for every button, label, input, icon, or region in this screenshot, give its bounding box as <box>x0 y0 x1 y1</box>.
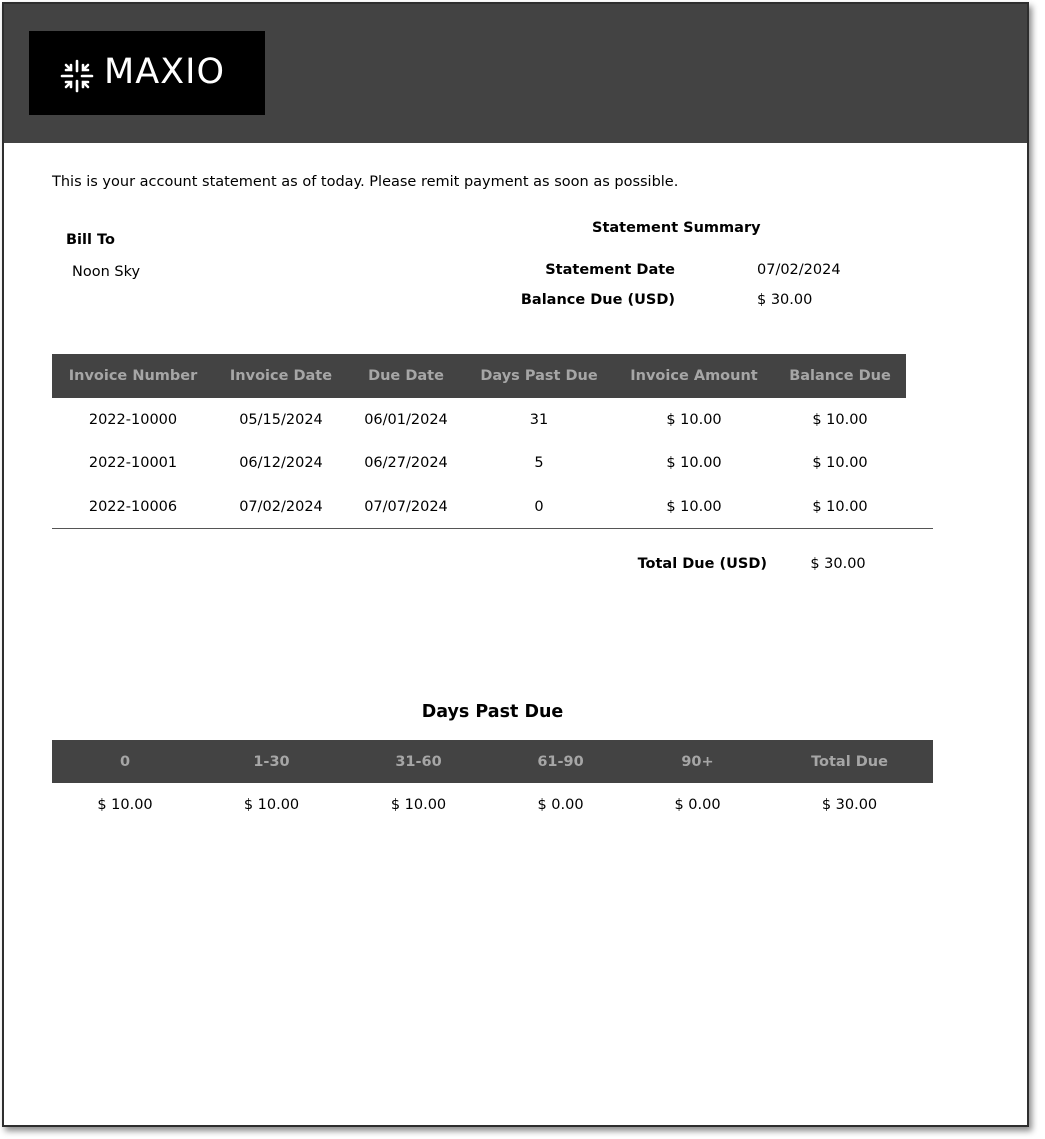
invoice-table <box>52 354 906 529</box>
statement-date-value: 07/02/2024 <box>757 262 841 278</box>
days-past-due-cell: 31 <box>529 411 549 428</box>
table-row <box>52 442 906 486</box>
col-aging-90-plus: 90+ <box>629 740 766 783</box>
aging-table <box>52 740 933 827</box>
logo-wordmark: MAXIO <box>104 52 225 92</box>
invoice-date-cell: 06/12/2024 <box>239 455 323 472</box>
table-divider <box>52 528 933 529</box>
due-date-cell: 06/27/2024 <box>364 455 448 472</box>
invoice-amount-cell: $ 10.00 <box>666 498 722 515</box>
table-row <box>52 485 906 529</box>
col-aging-61-90: 61-90 <box>492 740 629 783</box>
intro-text: This is your account statement as of today. Please remit payment as soon as possible. <box>52 174 679 190</box>
balance-due-cell: $ 10.00 <box>812 498 868 515</box>
bill-to-name: Noon Sky <box>72 264 141 280</box>
aging-table-header <box>52 740 933 783</box>
aging-value-1-30: $ 10.00 <box>243 797 300 813</box>
col-aging-0: 0 <box>52 740 198 783</box>
statement-page <box>2 2 1029 1127</box>
invoice-table-header <box>52 354 906 398</box>
aging-value-31-60: $ 10.00 <box>390 797 447 813</box>
balance-due-cell: $ 10.00 <box>812 411 868 428</box>
col-aging-total-due: Total Due <box>766 740 933 783</box>
aging-value-61-90: $ 0.00 <box>537 797 584 813</box>
aging-value-0: $ 10.00 <box>97 797 153 813</box>
due-date-cell: 06/01/2024 <box>364 411 448 428</box>
days-past-due-cell: 5 <box>534 455 544 472</box>
col-invoice-date: Invoice Date <box>214 354 348 398</box>
due-date-cell: 07/07/2024 <box>364 498 448 515</box>
balance-due-cell: $ 10.00 <box>812 455 868 472</box>
col-days-past-due: Days Past Due <box>464 354 614 398</box>
invoice-number-cell[interactable]: 2022-10006 <box>88 498 178 515</box>
days-past-due-cell: 0 <box>534 498 544 515</box>
col-aging-31-60: 31-60 <box>345 740 492 783</box>
statement-summary-title: Statement Summary <box>592 220 761 236</box>
total-due-label: Total Due (USD) <box>637 556 767 572</box>
invoice-date-cell: 07/02/2024 <box>239 498 323 515</box>
maxio-logo <box>29 31 265 115</box>
col-balance-due: Balance Due <box>774 354 906 398</box>
invoice-number-cell[interactable]: 2022-10000 <box>88 411 178 428</box>
aging-value-total-due: $ 30.00 <box>821 797 878 813</box>
invoice-amount-cell: $ 10.00 <box>666 455 722 472</box>
maxio-asterisk-icon <box>59 58 95 94</box>
aging-title: Days Past Due <box>421 702 564 722</box>
statement-date-label: Statement Date <box>545 262 675 278</box>
balance-due-value: $ 30.00 <box>757 292 813 308</box>
invoice-amount-cell: $ 10.00 <box>666 411 722 428</box>
header-bar <box>4 4 1027 143</box>
col-invoice-number: Invoice Number <box>52 354 214 398</box>
col-aging-1-30: 1-30 <box>198 740 345 783</box>
table-row <box>52 783 933 827</box>
total-due-value: $ 30.00 <box>810 556 866 572</box>
table-row <box>52 398 906 442</box>
col-invoice-amount: Invoice Amount <box>614 354 774 398</box>
bill-to-label: Bill To <box>66 232 115 248</box>
invoice-date-cell: 05/15/2024 <box>239 411 323 428</box>
balance-due-label: Balance Due (USD) <box>520 292 675 308</box>
invoice-number-cell[interactable]: 2022-10001 <box>88 455 178 472</box>
aging-value-90-plus: $ 0.00 <box>674 797 721 813</box>
col-due-date: Due Date <box>348 354 464 398</box>
